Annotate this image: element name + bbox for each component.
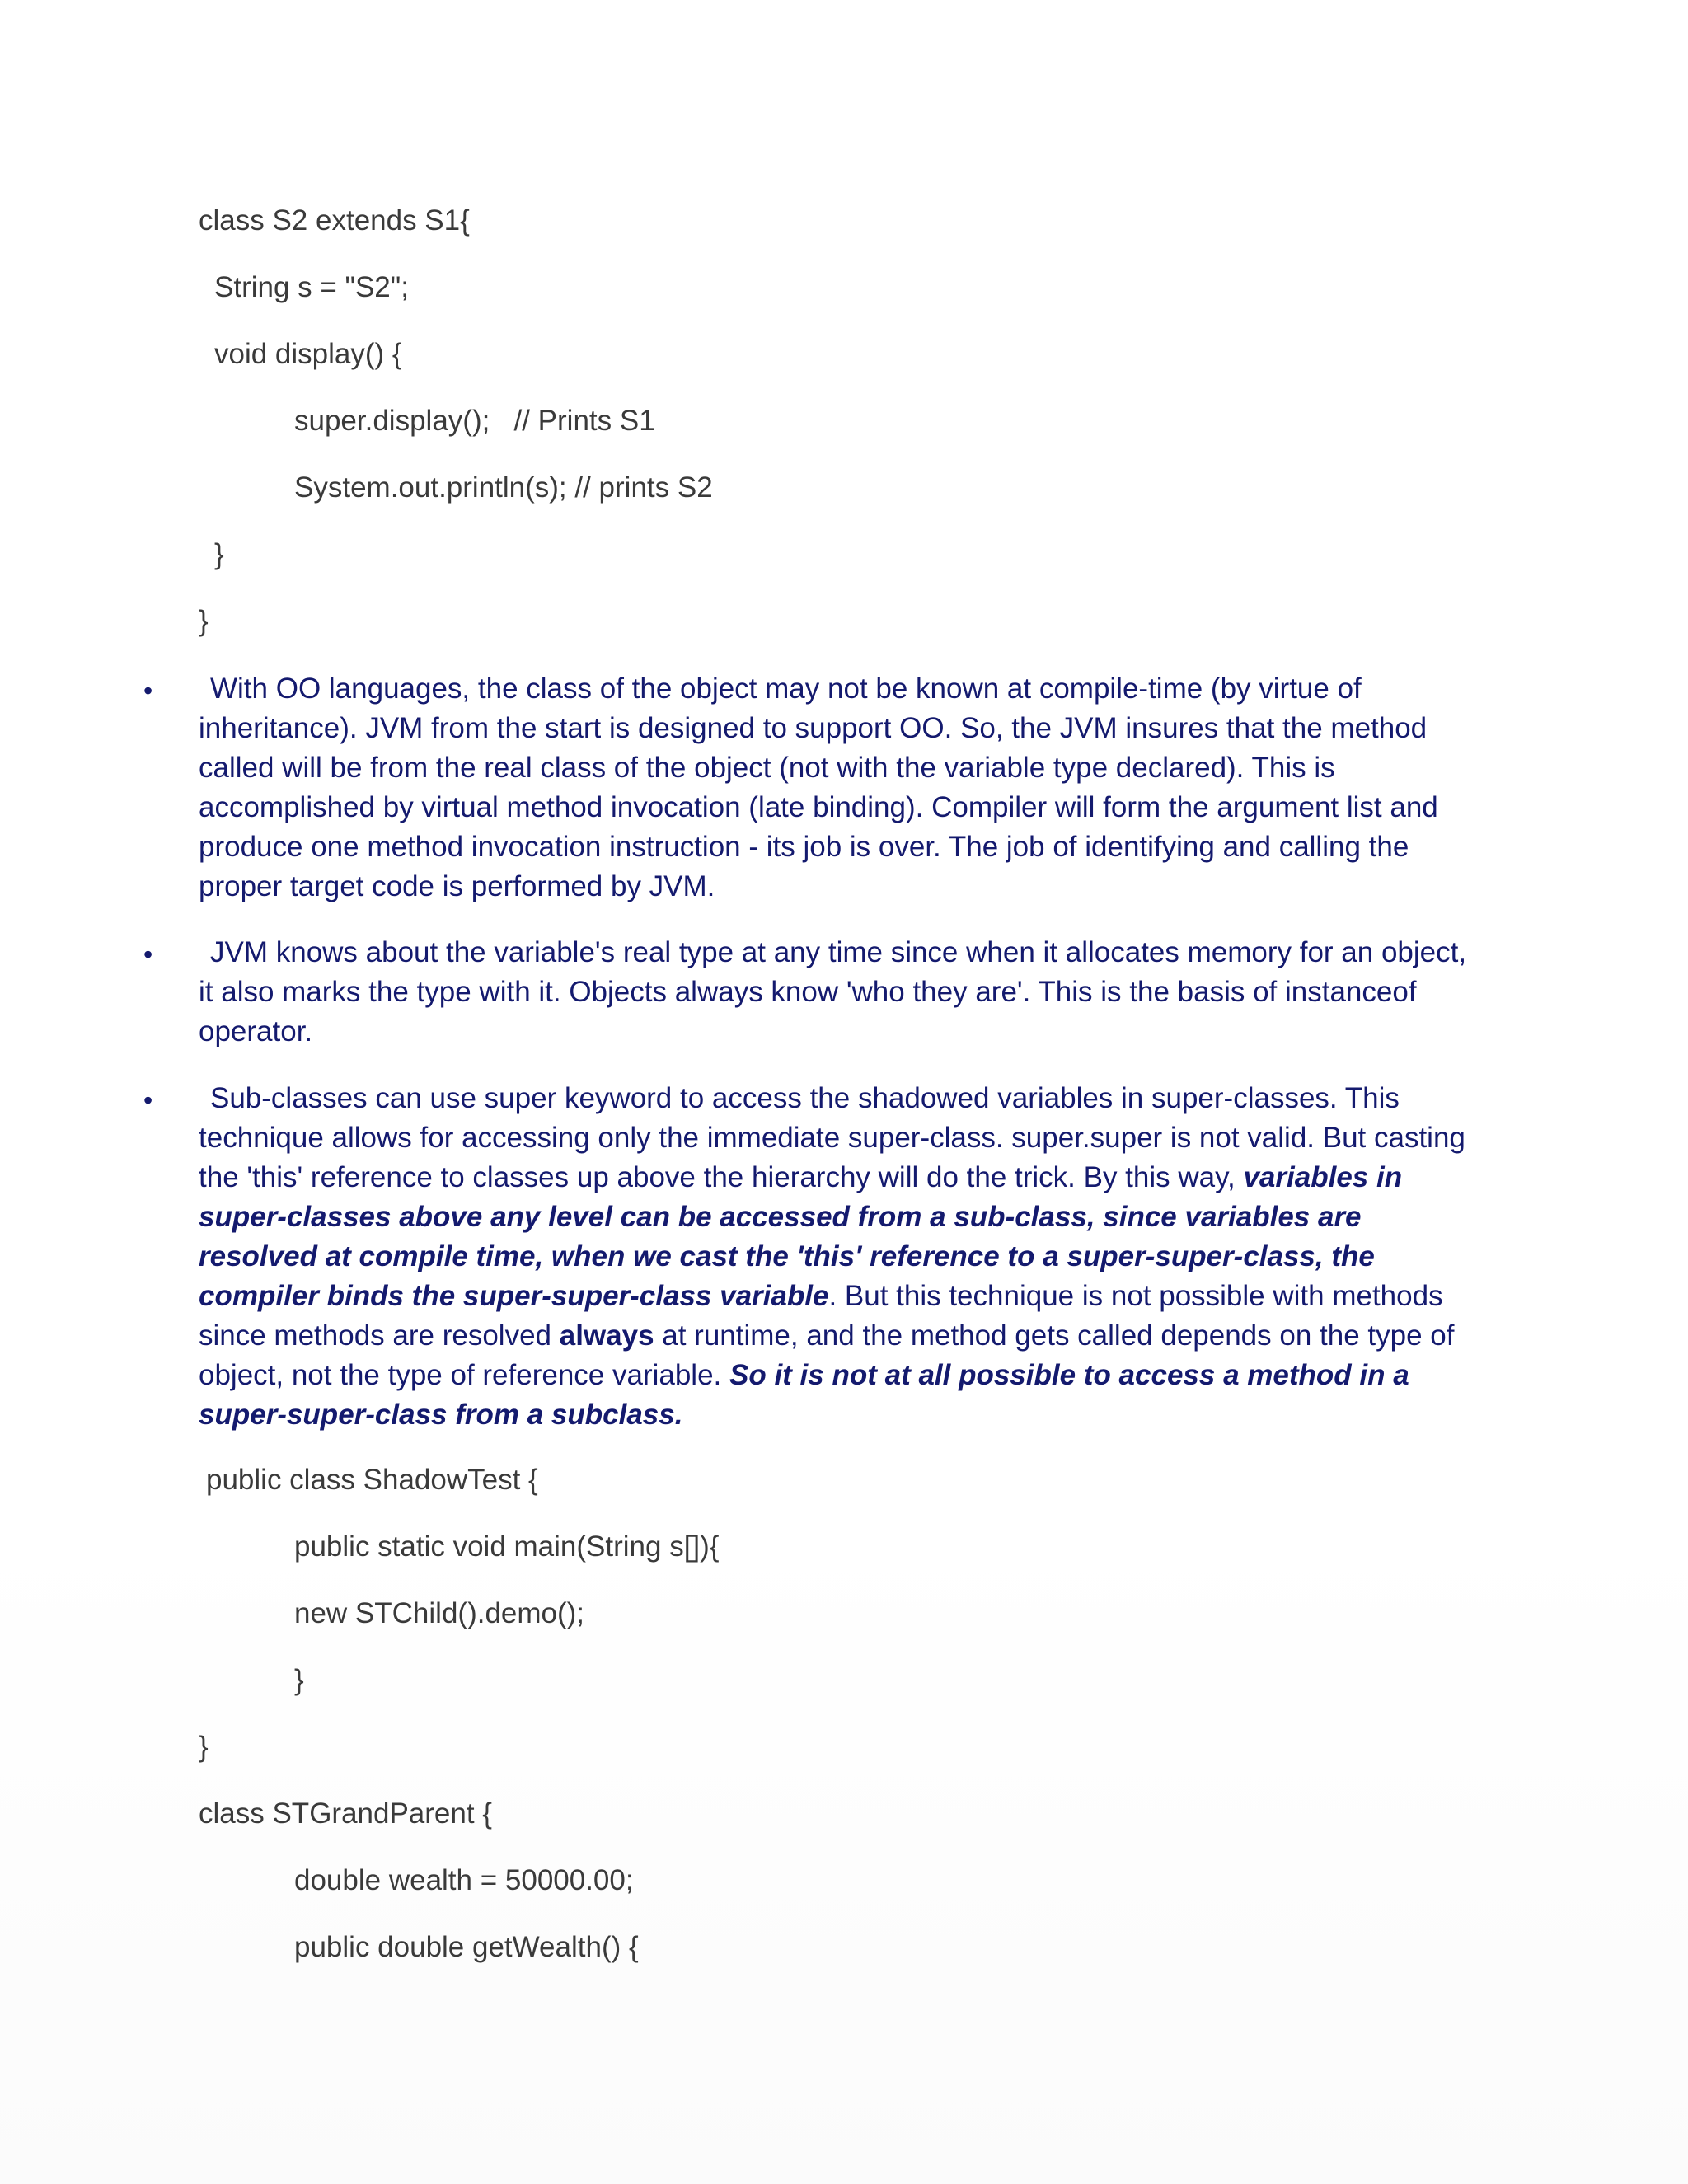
bullet-marker: • (143, 676, 153, 705)
code-line: new STChild().demo(); (294, 1597, 585, 1629)
emphasis-text: variables in super-classes above any level can be accessed from a sub-class, since variables are resolved at compile time, when we cast the 'this' reference to a super-super-class, the compiler binds the super-super-class variable (199, 1161, 1403, 1312)
bullet-paragraph (199, 669, 1484, 907)
code-line: } (214, 538, 224, 570)
code-line: String s = "S2"; (214, 271, 409, 303)
code-line: super.display(); // Prints S1 (294, 405, 655, 437)
code-line: void display() { (214, 338, 402, 370)
code-line: public class ShadowTest { (206, 1464, 538, 1496)
code-line: public static void main(String s[]){ (294, 1530, 720, 1563)
code-line: class STGrandParent { (199, 1797, 492, 1830)
paragraph-text: JVM knows about the variable's real type at any time since when it allocates memory for an object, it also marks the type with it. Objects always know 'who they are'. This is the basis of instanceof operator. (199, 936, 1467, 1047)
code-line: class S2 extends S1{ (199, 204, 470, 237)
bullet-marker: • (143, 1085, 153, 1115)
paragraph-text: at runtime, and the method gets called depends on the type of object, not the type of reference variable. (199, 1319, 1455, 1391)
code-line: public double getWealth() { (294, 1931, 639, 1963)
code-line: } (294, 1664, 304, 1696)
code-line: } (199, 1731, 209, 1763)
code-line: System.out.println(s); // prints S2 (294, 471, 713, 504)
bullet-paragraph (199, 1079, 1484, 1435)
paragraph-text: . But this technique is not possible with methods since methods are resolved (199, 1280, 1443, 1352)
bullet-paragraph (199, 933, 1484, 1052)
paragraph-text: With OO languages, the class of the object may not be known at compile-time (by virtue of inheritance). JVM from the start is designed to support OO. So, the JVM insures that the method called will be from the real class of the object (not with the variable type declared). This is accomplished by virtual method invocation (late binding). Compiler will form the argument list and produce one method invocation instruction - its job is over. The job of identifying and calling the proper target code is performed by JVM. (199, 673, 1438, 902)
code-line: } (199, 605, 209, 637)
bold-text: always (559, 1319, 654, 1352)
code-line: double wealth = 50000.00; (294, 1864, 634, 1896)
emphasis-text: So it is not at all possible to access a method in a super-super-class from a subclass. (199, 1359, 1409, 1431)
paragraph-text: Sub-classes can use super keyword to access the shadowed variables in super-classes. This technique allows for accessing only the immediate super-class. super.super is not valid. But casting the 'this' reference to classes up above the hierarchy will do the trick. By this way, (199, 1082, 1465, 1193)
bullet-marker: • (143, 940, 153, 969)
